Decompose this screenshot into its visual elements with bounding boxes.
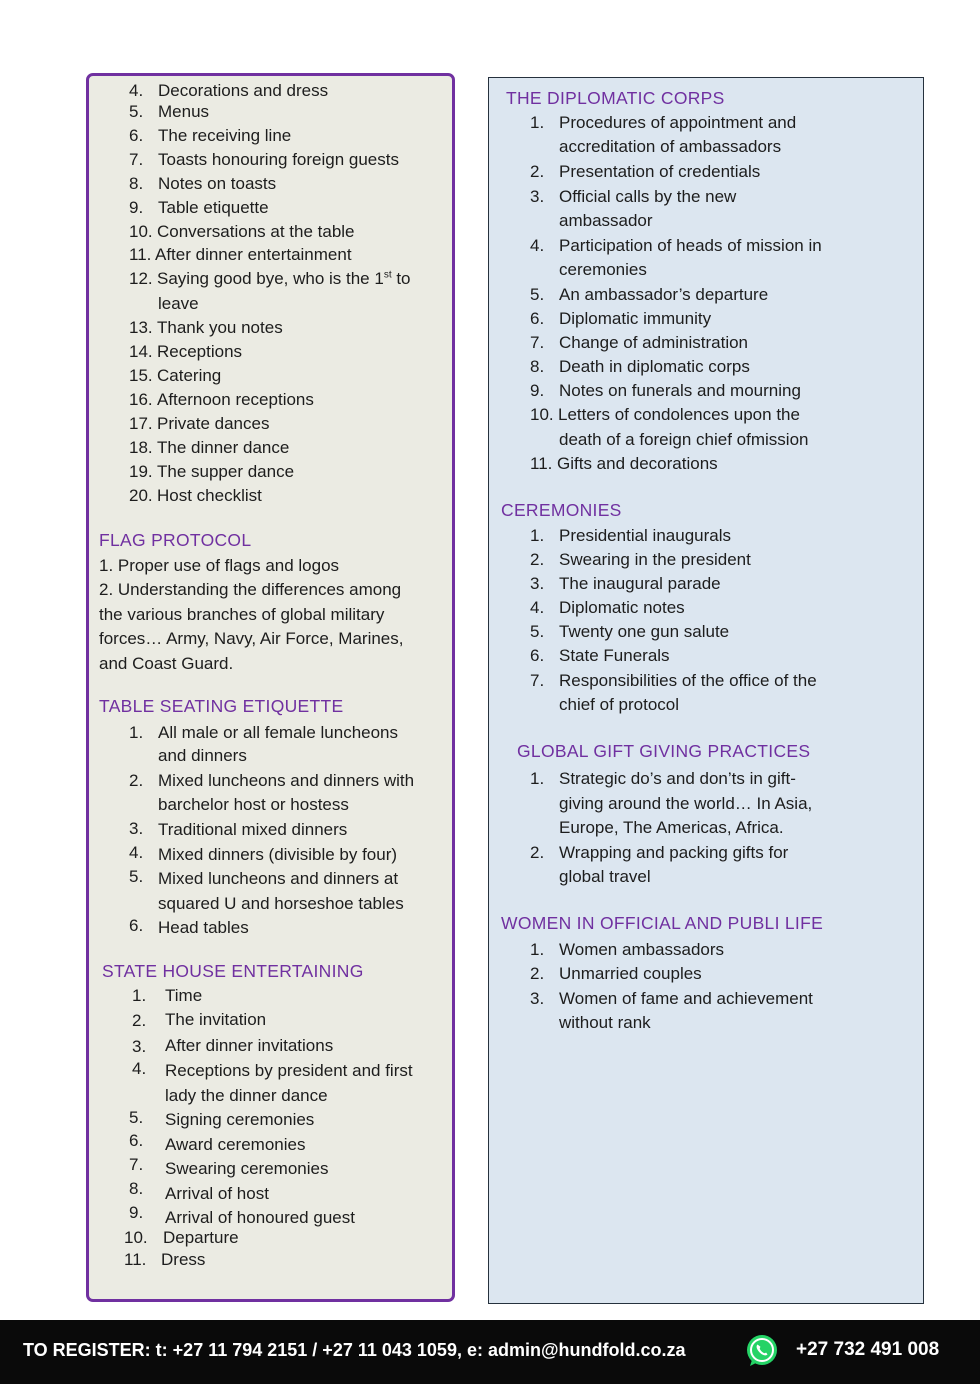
list-item-number: 17. (129, 414, 153, 433)
list-item: Arrival of host (165, 1184, 269, 1203)
list-item: Receptions (157, 342, 243, 361)
register-contact-text: TO REGISTER: t: +27 11 794 2151 / +27 11 043 1059, e: admin@hundfold.co.za (23, 1340, 686, 1360)
list-item-number: 1. (530, 526, 545, 545)
list-item: Arrival of honoured guest (165, 1208, 355, 1227)
list-item-number: 10. (530, 405, 554, 424)
list-item-number: 3. (530, 187, 545, 206)
list-item: Twenty one gun salute (559, 622, 730, 641)
list-item-number: 14. (129, 342, 153, 361)
list-item: Saying good bye, who is the 1st to (157, 269, 411, 288)
list-item-continuation: giving around the world… In Asia, (559, 794, 813, 813)
list-item-number: 19. (129, 462, 153, 481)
list-item-number: 11. (530, 454, 553, 473)
list-item-number: 5. (530, 622, 545, 641)
list-item: Participation of heads of mission in (559, 236, 822, 255)
list-item: Mixed dinners (divisible by four) (158, 845, 398, 864)
list-item-number: 10. (129, 222, 153, 241)
list-item-number: 9. (129, 198, 144, 217)
list-item-continuation: Europe, The Americas, Africa. (559, 818, 784, 837)
paragraph-line: 2. Understanding the differences among (99, 580, 402, 599)
list-item-number: 5. (129, 867, 144, 886)
list-item: Women ambassadors (559, 940, 725, 959)
list-item: Diplomatic immunity (559, 309, 712, 328)
list-item-number: 7. (129, 1155, 144, 1174)
list-item: Award ceremonies (165, 1135, 306, 1154)
list-item: Time (165, 986, 203, 1005)
list-item: Strategic do’s and don’ts in gift- (559, 769, 796, 788)
list-item-number: 20. (129, 486, 153, 505)
list-item-number: 1. (132, 986, 147, 1005)
list-item: An ambassador’s departure (559, 285, 769, 304)
list-item: Death in diplomatic corps (559, 357, 750, 376)
list-item-number: 2. (132, 1011, 147, 1030)
list-item-number: 11. (124, 1250, 147, 1269)
list-item-number: 15. (129, 366, 153, 385)
list-item: Women of fame and achievement (559, 989, 813, 1008)
list-item: Swearing in the president (559, 550, 751, 569)
list-item-number: 11. (129, 245, 152, 264)
list-item-continuation: ceremonies (559, 260, 647, 279)
list-item: Mixed luncheons and dinners with (158, 771, 415, 790)
paragraph-line: forces… Army, Navy, Air Force, Marines, (99, 629, 404, 648)
list-item-number: 3. (530, 574, 545, 593)
list-item: Official calls by the new (559, 187, 737, 206)
list-item: Presidential inaugurals (559, 526, 731, 545)
list-item-continuation: and dinners (158, 746, 247, 765)
whatsapp-icon[interactable] (744, 1333, 780, 1369)
list-item: Head tables (158, 918, 249, 937)
section-heading: FLAG PROTOCOL (99, 530, 252, 550)
list-item: Wrapping and packing gifts for (559, 843, 789, 862)
list-item-number: 12. (129, 269, 153, 288)
list-item-number: 8. (530, 357, 545, 376)
list-item-number: 7. (129, 150, 144, 169)
list-item-continuation: barchelor host or hostess (158, 795, 349, 814)
list-item: Table etiquette (158, 198, 269, 217)
list-item: The receiving line (158, 126, 292, 145)
list-item-number: 7. (530, 671, 545, 690)
list-item-number: 4. (132, 1059, 147, 1078)
list-item-continuation: accreditation of ambassadors (559, 137, 782, 156)
list-item: Diplomatic notes (559, 598, 685, 617)
list-item-continuation: chief of protocol (559, 695, 680, 714)
list-item-number: 10. (124, 1228, 148, 1247)
list-item-number: 1. (129, 723, 144, 742)
list-item: Conversations at the table (157, 222, 355, 241)
list-item-number: 9. (530, 381, 545, 400)
list-item-number: 13. (129, 318, 153, 337)
list-item-number: 6. (530, 646, 545, 665)
list-item-number: 3. (132, 1037, 147, 1056)
list-item-number: 4. (530, 598, 545, 617)
list-item-number: 6. (129, 1131, 144, 1150)
list-item: Letters of condolences upon the (558, 405, 800, 424)
section-heading: WOMEN IN OFFICIAL AND PUBLI LIFE (501, 913, 824, 933)
list-item-number: 16. (129, 390, 153, 409)
list-item-number: 5. (530, 285, 545, 304)
list-item: The dinner dance (157, 438, 290, 457)
paragraph-line: 1. Proper use of flags and logos (99, 556, 340, 575)
list-item-number: 2. (530, 964, 545, 983)
list-item-number: 2. (530, 843, 545, 862)
list-item: Presentation of credentials (559, 162, 761, 181)
section-heading: GLOBAL GIFT GIVING PRACTICES (517, 741, 811, 761)
list-item-number: 6. (129, 916, 144, 935)
list-item: Mixed luncheons and dinners at (158, 869, 399, 888)
list-item: Notes on toasts (158, 174, 277, 193)
paragraph-line: and Coast Guard. (99, 654, 234, 673)
list-item: Dress (161, 1250, 206, 1269)
list-item-number: 7. (530, 333, 545, 352)
list-item: Departure (163, 1228, 239, 1247)
list-item: Thank you notes (157, 318, 283, 337)
list-item-number: 6. (530, 309, 545, 328)
list-item-number: 3. (129, 819, 144, 838)
list-item: Traditional mixed dinners (158, 820, 348, 839)
list-item-number: 4. (530, 236, 545, 255)
list-item-continuation: squared U and horseshoe tables (158, 894, 404, 913)
list-item-number: 1. (530, 940, 545, 959)
list-item-continuation: ambassador (559, 211, 653, 230)
list-item: Receptions by president and first (165, 1061, 413, 1080)
list-item: Responsibilities of the office of the (559, 671, 817, 690)
list-item: Signing ceremonies (165, 1110, 315, 1129)
list-item: After dinner entertainment (155, 245, 352, 264)
list-item: Change of administration (559, 333, 749, 352)
list-item: After dinner invitations (165, 1036, 334, 1055)
list-item-number: 1. (530, 769, 545, 788)
section-heading: STATE HOUSE ENTERTAINING (102, 961, 364, 981)
list-item-number: 5. (129, 102, 144, 121)
list-item-number: 4. (129, 81, 144, 100)
list-item-number: 2. (530, 550, 545, 569)
list-item: Notes on funerals and mourning (559, 381, 801, 400)
list-item: Host checklist (157, 486, 262, 505)
section-heading: THE DIPLOMATIC CORPS (506, 88, 725, 108)
whatsapp-number[interactable]: +27 732 491 008 (796, 1339, 940, 1360)
list-item: Swearing ceremonies (165, 1159, 329, 1178)
list-item-number: 8. (129, 174, 144, 193)
list-item-number: 1. (530, 113, 545, 132)
list-item: Menus (158, 102, 210, 121)
list-item-number: 6. (129, 126, 144, 145)
list-item-continuation: leave (158, 294, 199, 313)
list-item: The invitation (165, 1010, 267, 1029)
list-item: Gifts and decorations (557, 454, 718, 473)
list-item: The supper dance (157, 462, 295, 481)
list-item-number: 9. (129, 1203, 144, 1222)
list-item-number: 2. (129, 771, 144, 790)
section-heading: TABLE SEATING ETIQUETTE (99, 696, 344, 716)
list-item-continuation: without rank (559, 1013, 651, 1032)
list-item: Procedures of appointment and (559, 113, 797, 132)
list-item-continuation: global travel (559, 867, 651, 886)
list-item: Decorations and dress (158, 81, 329, 100)
list-item: All male or all female luncheons (158, 723, 399, 742)
list-item: Afternoon receptions (157, 390, 314, 409)
list-item-number: 3. (530, 989, 545, 1008)
list-item: The inaugural parade (559, 574, 721, 593)
list-item-number: 4. (129, 843, 144, 862)
list-item: Private dances (157, 414, 270, 433)
list-item-number: 8. (129, 1179, 144, 1198)
list-item: Catering (157, 366, 222, 385)
section-heading: CEREMONIES (501, 500, 622, 520)
list-item-continuation: lady the dinner dance (165, 1086, 328, 1105)
list-item-number: 18. (129, 438, 153, 457)
list-item: Unmarried couples (559, 964, 702, 983)
list-item-continuation: death of a foreign chief ofmission (559, 430, 809, 449)
list-item-number: 5. (129, 1108, 144, 1127)
list-item-number: 2. (530, 162, 545, 181)
paragraph-line: the various branches of global military (99, 605, 385, 624)
list-item: Toasts honouring foreign guests (158, 150, 399, 169)
list-item: State Funerals (559, 646, 670, 665)
